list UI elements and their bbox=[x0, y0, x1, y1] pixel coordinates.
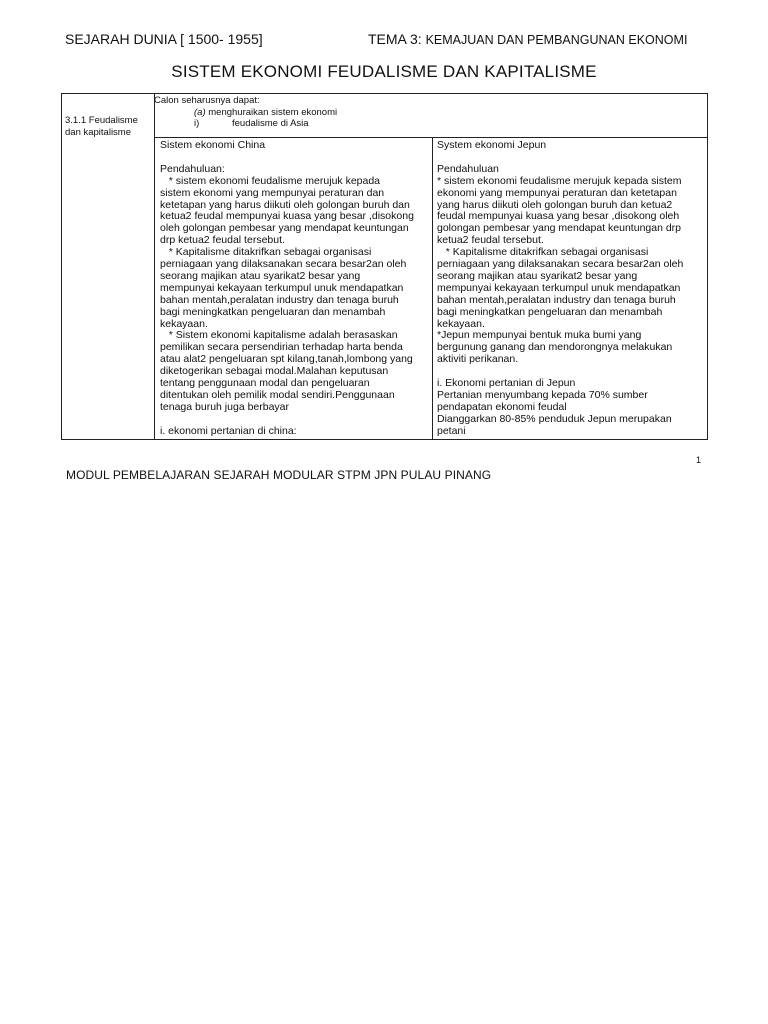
objective-line bbox=[154, 118, 337, 130]
paragraph-line: pendapatan ekonomi feudal bbox=[437, 400, 567, 413]
content-table bbox=[61, 93, 708, 440]
tema-label: TEMA 3: bbox=[368, 31, 426, 47]
paragraph-line: bergunung ganang dan mendorongnya melakukan bbox=[437, 341, 673, 354]
objective-text: menghuraikan sistem ekonomi bbox=[205, 106, 338, 118]
paragraph-line: mempunyai kekayaan terkumpul unuk mendapatkan bbox=[160, 281, 404, 294]
page-footer: MODUL PEMBELAJARAN SEJARAH MODULAR STPM JPN PULAU PINANG bbox=[66, 468, 492, 482]
paragraph-line: pemilikan secara persendirian terhadap harta benda bbox=[160, 341, 403, 354]
objective-line bbox=[154, 107, 337, 119]
china-section-heading: i. ekonomi pertanian di china: bbox=[160, 424, 297, 437]
jepun-section-heading: i. Ekonomi pertanian di Jepun bbox=[437, 377, 576, 390]
topic-line: 3.1.1 Feudalisme bbox=[65, 115, 138, 126]
page-header-right bbox=[368, 31, 687, 47]
paragraph-line: ketetapan yang harus diikuti oleh golongan buruh dan bbox=[160, 198, 410, 211]
paragraph-line: sistem ekonomi yang mempunyai peraturan dan bbox=[160, 186, 385, 199]
objective-label: i) bbox=[194, 118, 200, 129]
tema-subtitle: KEMAJUAN DAN PEMBANGUNAN EKONOMI bbox=[425, 33, 688, 47]
jepun-column bbox=[437, 140, 683, 438]
paragraph-line: kekayaan. bbox=[160, 317, 208, 330]
paragraph-line: feudal mempunyai kuasa yang besar ,disokong oleh bbox=[437, 210, 680, 223]
objective-cell bbox=[154, 95, 337, 130]
paragraph-line: * Sistem ekonomi kapitalisme adalah berasaskan bbox=[160, 329, 398, 342]
paragraph-line: ditentukan oleh pemilik modal sendiri.Penggunaan bbox=[160, 389, 395, 402]
table-divider-row bbox=[154, 137, 707, 138]
objective-line: Calon seharusnya dapat: bbox=[154, 95, 260, 106]
topic-cell bbox=[65, 115, 150, 139]
paragraph-line: ketua2 feudal tersebut. bbox=[437, 234, 544, 247]
paragraph-line: oleh golongan pembesar yang mendapat keuntungan bbox=[160, 222, 409, 235]
china-subheading: Pendahuluan: bbox=[160, 162, 225, 175]
paragraph-line: Pertanian menyumbang kepada 70% sumber bbox=[437, 389, 648, 401]
table-divider-columns bbox=[432, 137, 433, 439]
paragraph-line: * sistem ekonomi feudalisme merujuk kepada sistem bbox=[437, 174, 682, 187]
paragraph-line: * sistem ekonomi feudalisme merujuk kepada bbox=[160, 174, 381, 187]
paragraph-line: perniagaan yang dilaksanakan secara besar2an oleh bbox=[160, 258, 407, 271]
china-heading: Sistem ekonomi China bbox=[160, 139, 266, 151]
table-divider-topic bbox=[154, 94, 155, 439]
document-title: SISTEM EKONOMI FEUDALISME DAN KAPITALISME bbox=[171, 62, 597, 81]
page-header-left: SEJARAH DUNIA [ 1500- 1955] bbox=[65, 31, 263, 47]
paragraph-line: perniagaan yang dilaksanakan secara besar2an oleh bbox=[437, 258, 684, 271]
paragraph-line: tentang penggunaan modal dan pengeluaran bbox=[160, 377, 370, 390]
paragraph-line: petani bbox=[437, 424, 466, 437]
paragraph-line: *Jepun mempunyai bentuk muka bumi yang bbox=[437, 329, 642, 342]
topic-line: dan kapitalisme bbox=[65, 127, 132, 138]
paragraph-line: diketogerikan sebagai modal.Malahan keputusan bbox=[160, 365, 389, 378]
paragraph-line: bagi meningkatkan pengeluaran dan menambah bbox=[160, 305, 386, 318]
paragraph-line: bahan mentah,peralatan industry dan tenaga buruh bbox=[160, 293, 399, 306]
paragraph-line: bagi meningkatkan pengeluaran dan menambah bbox=[437, 305, 663, 318]
paragraph-line: * Kapitalisme ditakrifkan sebagai organisasi bbox=[437, 246, 649, 259]
paragraph-line: seorang majikan atau syarikat2 besar yang bbox=[160, 269, 361, 282]
objective-text: feudalisme di Asia bbox=[232, 118, 309, 129]
paragraph-line: drp ketua2 feudal tersebut. bbox=[160, 234, 285, 247]
paragraph-line: mempunyai kekayaan terkumpul unuk mendapatkan bbox=[437, 281, 681, 294]
paragraph-line: atau alat2 pengeluaran spt kilang,tanah,lombong yang bbox=[160, 353, 413, 366]
paragraph-line: aktiviti perikanan. bbox=[437, 353, 519, 366]
jepun-subheading: Pendahuluan bbox=[437, 162, 499, 175]
paragraph-line: yang harus diikuti oleh golongan buruh dan ketua2 bbox=[437, 198, 673, 211]
paragraph-line: golongan pembesar yang mendapat keuntungan drp bbox=[437, 222, 682, 235]
jepun-heading: System ekonomi Jepun bbox=[437, 139, 547, 151]
paragraph-line: bahan mentah,peralatan industry dan tenaga buruh bbox=[437, 293, 676, 306]
paragraph-line: ketua2 feudal mempunyai kuasa yang besar ,disokong bbox=[160, 210, 414, 223]
paragraph-line: kekayaan. bbox=[437, 317, 485, 330]
china-column bbox=[160, 140, 414, 438]
paragraph-line: tenaga buruh juga berbayar bbox=[160, 400, 290, 413]
paragraph-line: Dianggarkan 80-85% penduduk Jepun merupakan bbox=[437, 412, 672, 425]
page-number: 1 bbox=[696, 455, 702, 465]
objective-label: (a) bbox=[194, 106, 206, 118]
paragraph-line: * Kapitalisme ditakrifkan sebagai organisasi bbox=[160, 246, 372, 259]
paragraph-line: ekonomi yang mempunyai peraturan dan ketetapan bbox=[437, 186, 677, 199]
paragraph-line: seorang majikan atau syarikat2 besar yang bbox=[437, 269, 638, 282]
